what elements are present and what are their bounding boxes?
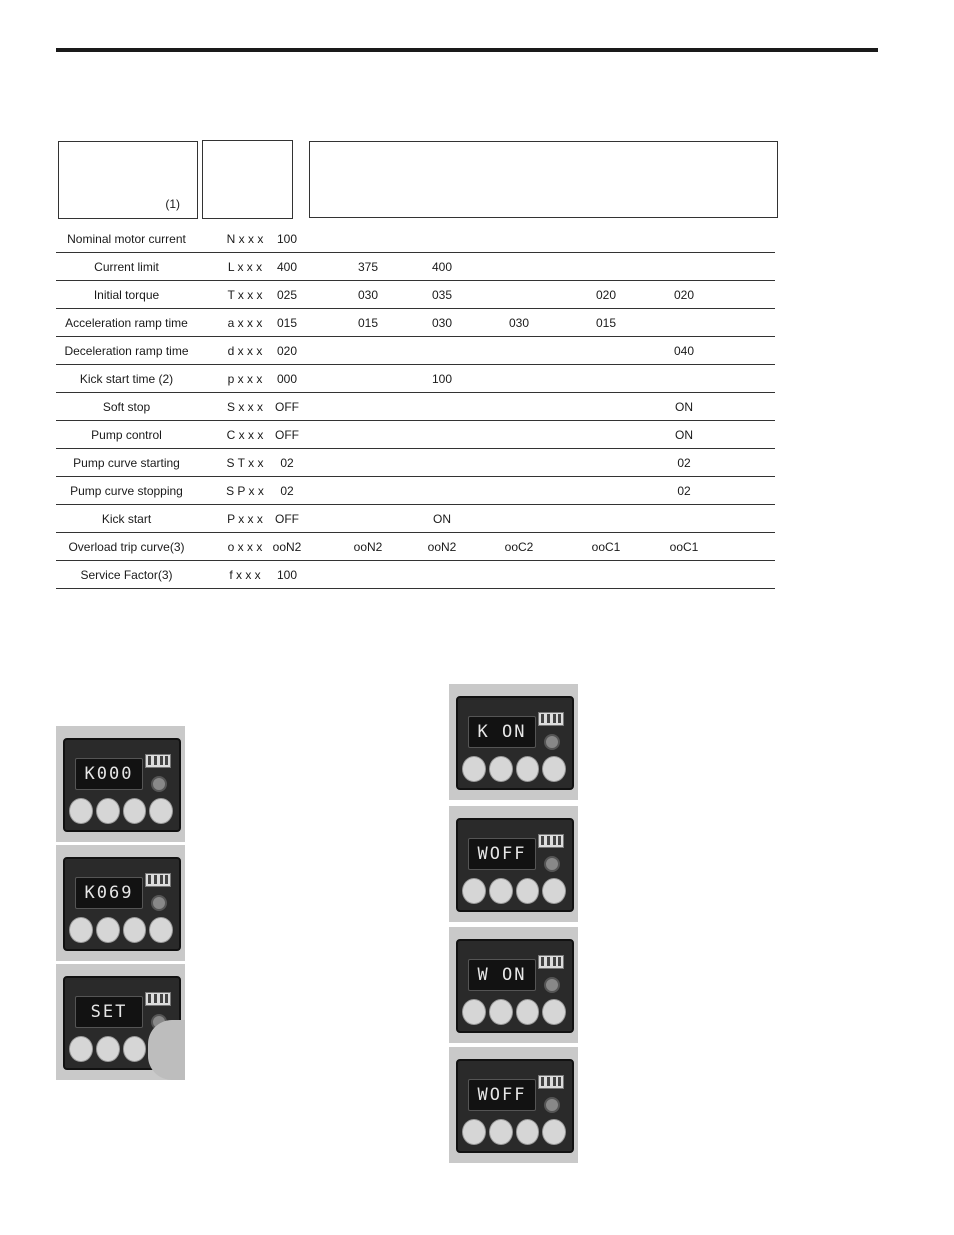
potentiometer-icon xyxy=(544,734,560,750)
keypad-photo xyxy=(56,964,185,1080)
param-name: Nominal motor current xyxy=(56,225,197,253)
param-values xyxy=(276,253,775,281)
keypad-board xyxy=(456,696,574,790)
keypad-board xyxy=(456,939,574,1033)
param-value: 040 xyxy=(673,343,695,358)
param-code: p x x x xyxy=(197,365,293,393)
keypad-buttons xyxy=(462,999,566,1025)
param-value: 020 xyxy=(276,343,298,358)
keypad-button xyxy=(149,798,173,824)
keypad-button xyxy=(489,1119,513,1145)
table-row xyxy=(56,253,775,281)
keypad-button xyxy=(69,1036,93,1062)
param-value: ooC2 xyxy=(504,539,534,554)
param-value: 015 xyxy=(595,315,617,330)
param-values xyxy=(272,533,775,561)
param-code: C x x x xyxy=(197,421,293,449)
table-row xyxy=(56,309,775,337)
param-name: Service Factor(3) xyxy=(56,561,197,589)
param-value: OFF xyxy=(275,511,299,526)
parameter-table xyxy=(56,225,775,589)
keypad-button xyxy=(96,798,120,824)
param-name: Acceleration ramp time xyxy=(56,309,197,337)
keypad-photo xyxy=(449,927,578,1043)
param-value: 030 xyxy=(357,287,379,302)
param-name: Initial torque xyxy=(56,281,197,309)
dip-switch-icon xyxy=(145,873,171,887)
keypad-photo xyxy=(449,1047,578,1163)
dip-switch-icon xyxy=(538,834,564,848)
param-value: OFF xyxy=(275,427,299,442)
param-value: 02 xyxy=(677,483,691,498)
param-values xyxy=(276,309,775,337)
param-value: 375 xyxy=(357,259,379,274)
param-name: Overload trip curve(3) xyxy=(56,533,197,561)
param-value: 100 xyxy=(276,567,298,582)
param-name: Soft stop xyxy=(56,393,197,421)
keypad-photo xyxy=(449,806,578,922)
keypad-button xyxy=(462,878,486,904)
keypad-board xyxy=(63,857,181,951)
param-value: 020 xyxy=(673,287,695,302)
param-name: Pump control xyxy=(56,421,197,449)
keypad-button xyxy=(462,999,486,1025)
keypad-board xyxy=(456,1059,574,1153)
param-name: Deceleration ramp time xyxy=(56,337,197,365)
table-row xyxy=(56,561,775,589)
param-code: f x x x xyxy=(197,561,293,589)
keypad-button xyxy=(516,999,540,1025)
keypad-buttons xyxy=(462,756,566,782)
keypad-button xyxy=(96,1036,120,1062)
param-value: 100 xyxy=(276,231,298,246)
param-name: Kick start xyxy=(56,505,197,533)
param-value: OFF xyxy=(275,399,299,414)
param-code: T x x x xyxy=(197,281,293,309)
top-rule xyxy=(56,48,878,52)
param-value: 02 xyxy=(677,455,691,470)
potentiometer-icon xyxy=(544,977,560,993)
param-name: Kick start time (2) xyxy=(56,365,197,393)
param-value: 000 xyxy=(276,371,298,386)
param-value: ooN2 xyxy=(353,539,383,554)
keypad-photo xyxy=(56,726,185,842)
param-values xyxy=(276,365,775,393)
param-code: d x x x xyxy=(197,337,293,365)
keypad-display: K069 xyxy=(75,877,143,909)
keypad-button xyxy=(489,878,513,904)
table-row xyxy=(56,505,775,533)
header-note: (1) xyxy=(165,197,180,211)
param-value: 035 xyxy=(431,287,453,302)
param-value: 02 xyxy=(280,483,294,498)
param-value: ooN2 xyxy=(272,539,302,554)
param-values xyxy=(276,225,775,253)
table-row xyxy=(56,533,775,561)
param-name: Pump curve stopping xyxy=(56,477,197,505)
param-values xyxy=(275,421,775,449)
table-row xyxy=(56,421,775,449)
keypad-button xyxy=(462,1119,486,1145)
param-values xyxy=(280,477,775,505)
finger-icon xyxy=(148,1020,185,1080)
param-value: 025 xyxy=(276,287,298,302)
param-value: ooC1 xyxy=(591,539,621,554)
param-values xyxy=(275,505,775,533)
param-value: 100 xyxy=(431,371,453,386)
param-value: 030 xyxy=(508,315,530,330)
param-value: 030 xyxy=(431,315,453,330)
table-row xyxy=(56,449,775,477)
header-box-values xyxy=(309,141,778,218)
potentiometer-icon xyxy=(544,856,560,872)
dip-switch-icon xyxy=(538,955,564,969)
keypad-button xyxy=(123,1036,147,1062)
keypad-button xyxy=(96,917,120,943)
keypad-button xyxy=(123,798,147,824)
table-row xyxy=(56,477,775,505)
potentiometer-icon xyxy=(151,895,167,911)
header-box-code xyxy=(202,140,293,219)
keypad-button xyxy=(516,756,540,782)
param-code: P x x x xyxy=(197,505,293,533)
param-values xyxy=(280,449,775,477)
potentiometer-icon xyxy=(544,1097,560,1113)
keypad-display: WOFF xyxy=(468,838,536,870)
keypad-button xyxy=(516,1119,540,1145)
keypad-button xyxy=(542,878,566,904)
table-row xyxy=(56,365,775,393)
param-code: N x x x xyxy=(197,225,293,253)
keypad-button xyxy=(542,1119,566,1145)
potentiometer-icon xyxy=(151,776,167,792)
param-value: ON xyxy=(675,399,693,414)
keypad-photo xyxy=(56,845,185,961)
param-value: 015 xyxy=(357,315,379,330)
param-value: 02 xyxy=(280,455,294,470)
keypad-display: W ON xyxy=(468,959,536,991)
table-row xyxy=(56,281,775,309)
keypad-button xyxy=(123,917,147,943)
keypad-button xyxy=(542,999,566,1025)
param-name: Current limit xyxy=(56,253,197,281)
dip-switch-icon xyxy=(538,712,564,726)
param-value: ooC1 xyxy=(669,539,699,554)
param-values xyxy=(276,337,775,365)
param-code: S x x x xyxy=(197,393,293,421)
keypad-display: WOFF xyxy=(468,1079,536,1111)
keypad-buttons xyxy=(462,878,566,904)
keypad-button xyxy=(69,798,93,824)
keypad-button xyxy=(542,756,566,782)
keypad-button xyxy=(69,917,93,943)
keypad-display: K000 xyxy=(75,758,143,790)
dip-switch-icon xyxy=(145,992,171,1006)
dip-switch-icon xyxy=(145,754,171,768)
param-values xyxy=(275,393,775,421)
keypad-display: SET xyxy=(75,996,143,1028)
param-value: 020 xyxy=(595,287,617,302)
keypad-button xyxy=(462,756,486,782)
keypad-button xyxy=(149,917,173,943)
param-value: ooN2 xyxy=(427,539,457,554)
param-value: ON xyxy=(433,511,451,526)
keypad-button xyxy=(489,756,513,782)
param-value: 400 xyxy=(431,259,453,274)
keypad-board xyxy=(63,738,181,832)
table-row xyxy=(56,225,775,253)
param-code: L x x x xyxy=(197,253,293,281)
param-code: S P x x xyxy=(197,477,293,505)
keypad-buttons xyxy=(462,1119,566,1145)
param-value: 400 xyxy=(276,259,298,274)
table-row xyxy=(56,337,775,365)
keypad-button xyxy=(516,878,540,904)
param-values xyxy=(276,561,775,589)
param-code: o x x x xyxy=(197,533,293,561)
param-name: Pump curve starting xyxy=(56,449,197,477)
keypad-board xyxy=(456,818,574,912)
keypad-buttons xyxy=(69,917,173,943)
param-value: ON xyxy=(675,427,693,442)
keypad-button xyxy=(489,999,513,1025)
param-values xyxy=(276,281,775,309)
keypad-photo xyxy=(449,684,578,800)
param-value: 015 xyxy=(276,315,298,330)
param-code: a x x x xyxy=(197,309,293,337)
header-box-parameter xyxy=(58,141,198,219)
keypad-display: K ON xyxy=(468,716,536,748)
param-code: S T x x xyxy=(197,449,293,477)
keypad-buttons xyxy=(69,798,173,824)
dip-switch-icon xyxy=(538,1075,564,1089)
table-row xyxy=(56,393,775,421)
